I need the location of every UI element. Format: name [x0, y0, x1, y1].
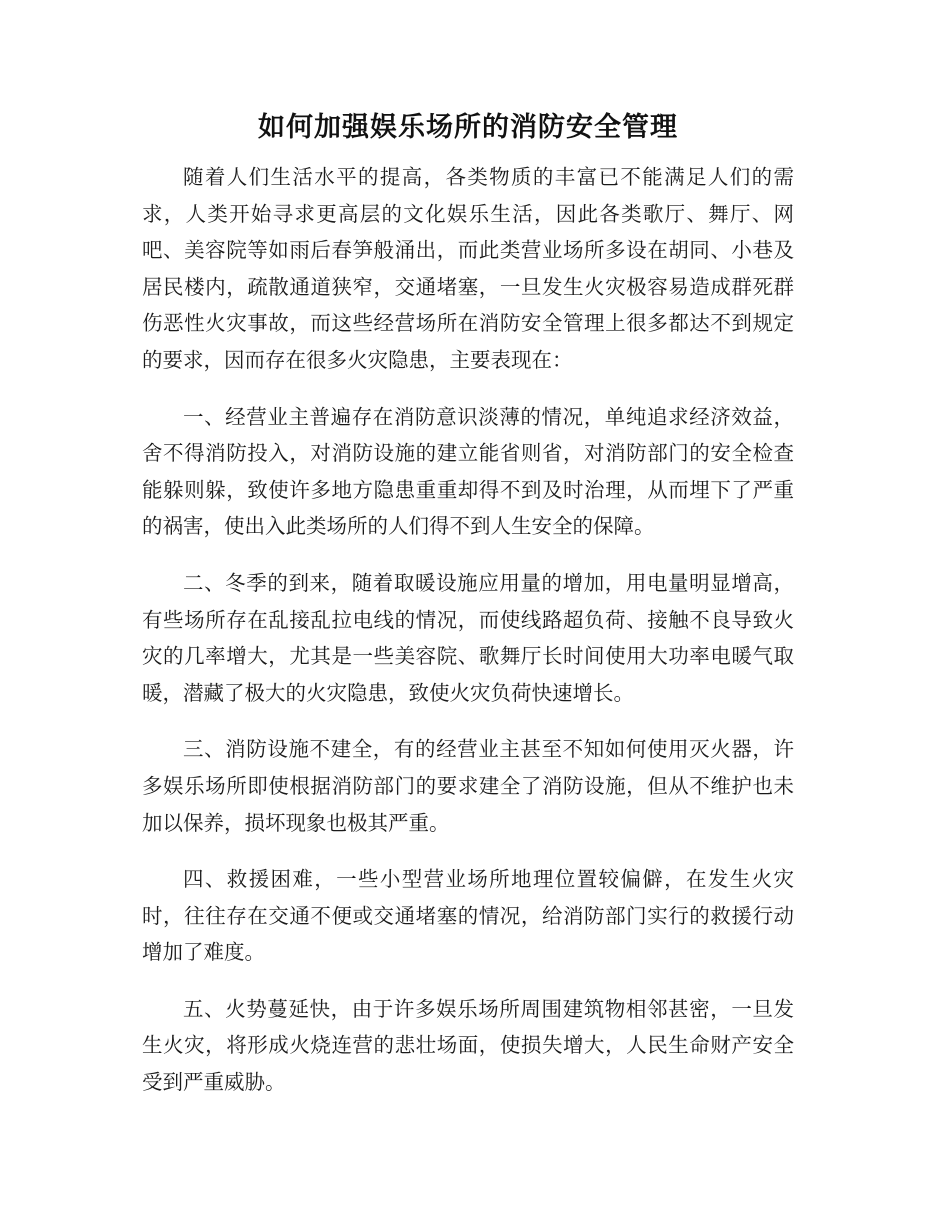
paragraph-intro: 随着人们生活水平的提高，各类物质的丰富已不能满足人们的需求，人类开始寻求更高层的文化娱乐生活，因此各类歌厅、舞厅、网吧、美容院等如雨后春笋般涌出，而此类营业场所多设在胡同、小巷及居民楼内，疏散通道狭窄，交通堵塞，一旦发生火灾极容易造成群死群伤恶性火灾事故，而这些经营场所在消防安全管理上很多都达不到规定的要求，因而存在很多火灾隐患，主要表现在： — [142, 165, 794, 372]
document-page — [142, 108, 794, 1101]
paragraph-point-1: 一、经营业主普遍存在消防意识淡薄的情况，单纯追求经济效益，舍不得消防投入，对消防设施的建立能省则省，对消防部门的安全检查能躲则躲，致使许多地方隐患重重却得不到及时治理，从而埋下了严重的祸害，使出入此类场所的人们得不到人生安全的保障。 — [142, 404, 794, 539]
document-title: 如何加强娱乐场所的消防安全管理 — [258, 112, 678, 143]
paragraph-point-3: 三、消防设施不建全，有的经营业主甚至不知如何使用灭火器，许多娱乐场所即使根据消防部门的要求建全了消防设施，但从不维护也未加以保养，损坏现象也极其严重。 — [142, 737, 794, 835]
paragraph-point-4: 四、救援困难，一些小型营业场所地理位置较偏僻，在发生火灾时，往往存在交通不便或交通堵塞的情况，给消防部门实行的救援行动增加了难度。 — [142, 867, 794, 965]
paragraph-point-2: 二、冬季的到来，随着取暖设施应用量的增加，用电量明显增高，有些场所存在乱接乱拉电线的情况，而使线路超负荷、接触不良导致火灾的几率增大，尤其是一些美容院、歌舞厅长时间使用大功率电暖气取暖，潜藏了极大的火灾隐患，致使火灾负荷快速增长。 — [142, 570, 794, 705]
paragraph-point-5: 五、火势蔓延快，由于许多娱乐场所周围建筑物相邻甚密，一旦发生火灾，将形成火烧连营的悲壮场面，使损失增大，人民生命财产安全受到严重威胁。 — [142, 996, 794, 1095]
